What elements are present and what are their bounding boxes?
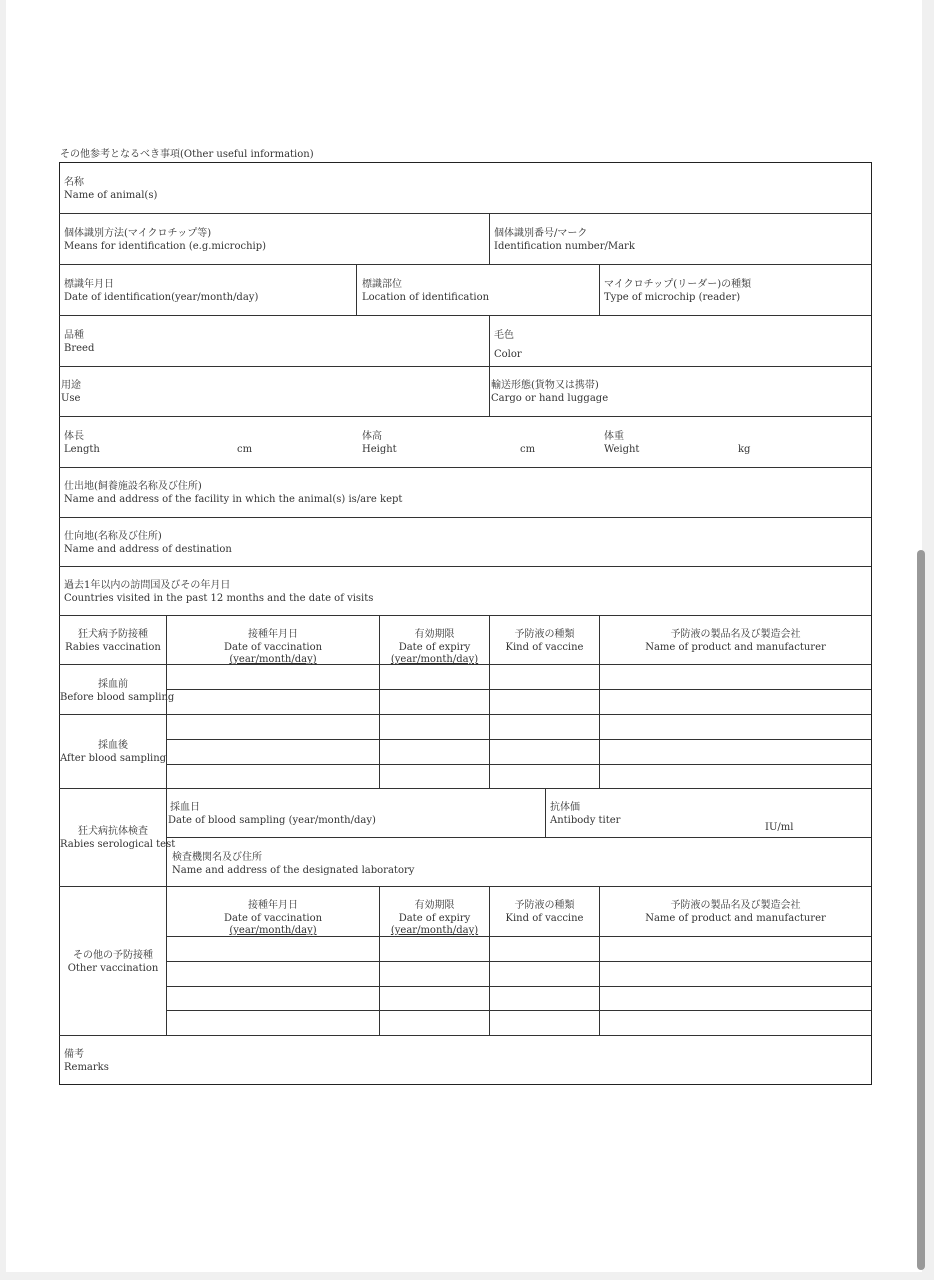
remarks-label-en: Remarks	[64, 1062, 109, 1073]
kind-header-en: Kind of vaccine	[505, 642, 584, 653]
use-label-jp: 用途	[61, 380, 81, 391]
location-id-label-en: Location of identification	[362, 292, 490, 303]
destination-label-jp: 仕向地(名称及び住所)	[64, 531, 162, 542]
other-product-header-jp: 予防液の製品名及び製造会社	[670, 900, 801, 911]
titer-label-en: Antibody titer	[550, 815, 621, 826]
length-label-jp: 体長	[64, 431, 84, 442]
blood-date-label-en: Date of blood sampling (year/month/day)	[168, 815, 376, 826]
grid-line	[166, 739, 871, 740]
remarks-label-jp: 備考	[64, 1049, 84, 1060]
product-header-jp: 予防液の製品名及び製造会社	[670, 629, 801, 640]
grid-line	[166, 986, 871, 987]
product-header-en: Name of product and manufacturer	[645, 642, 826, 653]
col-divider	[489, 213, 490, 264]
row-divider	[59, 714, 871, 715]
row-divider	[59, 886, 871, 887]
microchip-type-label-jp: マイクロチップ(リーダー)の種類	[604, 279, 752, 290]
use-label-en: Use	[61, 393, 81, 404]
before-blood-label-jp: 採血前	[98, 679, 128, 690]
col-divider	[356, 264, 357, 315]
destination-label-en: Name and address of destination	[64, 544, 232, 555]
weight-unit: kg	[738, 444, 751, 455]
row-divider	[59, 467, 871, 468]
other-kind-header-en: Kind of vaccine	[505, 913, 584, 924]
visited-label-en: Countries visited in the past 12 months and the date of visits	[64, 593, 374, 604]
origin-label-jp: 仕出地(飼養施設名称及び住所)	[64, 481, 202, 492]
idnum-label-jp: 個体識別番号/マーク	[494, 228, 588, 239]
scrollbar-thumb[interactable]	[917, 550, 925, 1270]
expiry-header-jp: 有効期限	[414, 629, 455, 640]
lab-label-en: Name and address of the designated laboratory	[172, 865, 415, 876]
height-label-jp: 体高	[362, 431, 382, 442]
cargo-label-jp: 輸送形態(貨物又は携帯)	[491, 380, 599, 391]
color-label-jp: 毛色	[494, 330, 514, 341]
other-vacc-label-en: Other vaccination	[67, 963, 159, 974]
grid-line	[166, 689, 871, 690]
other-expiry-header-jp: 有効期限	[414, 900, 455, 911]
microchip-type-label-en: Type of microchip (reader)	[604, 292, 741, 303]
means-label-jp: 個体識別方法(マイクロチップ等)	[64, 228, 212, 239]
weight-label-jp: 体重	[604, 431, 624, 442]
idnum-label-en: Identification number/Mark	[494, 241, 635, 252]
other-expiry-header-en: Date of expiry	[398, 913, 471, 924]
height-label-en: Height	[362, 444, 397, 455]
row-divider	[59, 1035, 871, 1036]
breed-label-jp: 品種	[64, 330, 84, 341]
titer-unit: IU/ml	[765, 822, 794, 833]
row-divider	[59, 416, 871, 417]
other-kind-header-jp: 予防液の種類	[514, 900, 575, 911]
before-blood-label-en: Before blood sampling	[60, 692, 175, 703]
row-divider	[59, 366, 871, 367]
visited-label-jp: 過去1年以内の訪問国及びその年月日	[64, 580, 231, 591]
other-product-header-en: Name of product and manufacturer	[645, 913, 826, 924]
other-vacc-date-header-en: Date of vaccination	[223, 913, 323, 924]
kind-header-jp: 予防液の種類	[514, 629, 575, 640]
color-label-en: Color	[494, 349, 522, 360]
length-label-en: Length	[64, 444, 100, 455]
length-unit: cm	[237, 444, 253, 455]
vacc-date-header-jp: 接種年月日	[248, 629, 298, 640]
name-label-en: Name of animal(s)	[64, 190, 158, 201]
other-vacc-date-header-jp: 接種年月日	[248, 900, 298, 911]
row-divider	[59, 566, 871, 567]
col-divider	[545, 788, 546, 837]
serological-label-jp: 狂犬病抗体検査	[78, 826, 148, 837]
grid-line	[166, 764, 871, 765]
titer-label-jp: 抗体価	[550, 802, 580, 813]
weight-label-en: Weight	[604, 444, 640, 455]
grid-line	[166, 961, 871, 962]
rabies-vacc-label-jp: 狂犬病予防接種	[78, 629, 148, 640]
grid-line	[166, 837, 871, 838]
breed-label-en: Breed	[64, 343, 95, 354]
section-caption: その他参考となるべき事項(Other useful information)	[60, 149, 314, 160]
date-id-label-jp: 標識年月日	[64, 279, 114, 290]
cargo-label-en: Cargo or hand luggage	[491, 393, 609, 404]
col-divider	[599, 264, 600, 315]
expiry-header-en2: (year/month/day)	[390, 654, 479, 665]
row-divider	[59, 315, 871, 316]
other-vacc-date-header-en2: (year/month/day)	[229, 925, 317, 936]
name-label-jp: 名称	[64, 177, 84, 188]
vacc-date-header-en2: (year/month/day)	[229, 654, 317, 665]
row-divider	[59, 264, 871, 265]
after-blood-label-jp: 採血後	[98, 740, 128, 751]
location-id-label-jp: 標識部位	[362, 279, 402, 290]
row-divider	[59, 517, 871, 518]
col-divider	[489, 315, 490, 416]
row-divider	[59, 615, 871, 616]
row-divider	[59, 213, 871, 214]
after-blood-label-en: After blood sampling	[60, 753, 167, 764]
blood-date-label-jp: 採血日	[170, 802, 200, 813]
grid-line	[166, 1010, 871, 1011]
date-id-label-en: Date of identification(year/month/day)	[64, 292, 259, 303]
other-expiry-header-en2: (year/month/day)	[390, 925, 479, 936]
row-divider	[59, 788, 871, 789]
serological-label-en: Rabies serological test	[60, 839, 176, 850]
origin-label-en: Name and address of the facility in which the animal(s) is/are kept	[64, 494, 403, 505]
lab-label-jp: 検査機関名及び住所	[172, 852, 262, 863]
vacc-date-header-en: Date of vaccination	[223, 642, 323, 653]
rabies-vacc-label-en: Rabies vaccination	[65, 642, 161, 653]
other-vacc-label-jp: その他の予防接種	[73, 950, 153, 961]
height-unit: cm	[520, 444, 536, 455]
expiry-header-en: Date of expiry	[398, 642, 471, 653]
means-label-en: Means for identification (e.g.microchip)	[64, 241, 267, 252]
